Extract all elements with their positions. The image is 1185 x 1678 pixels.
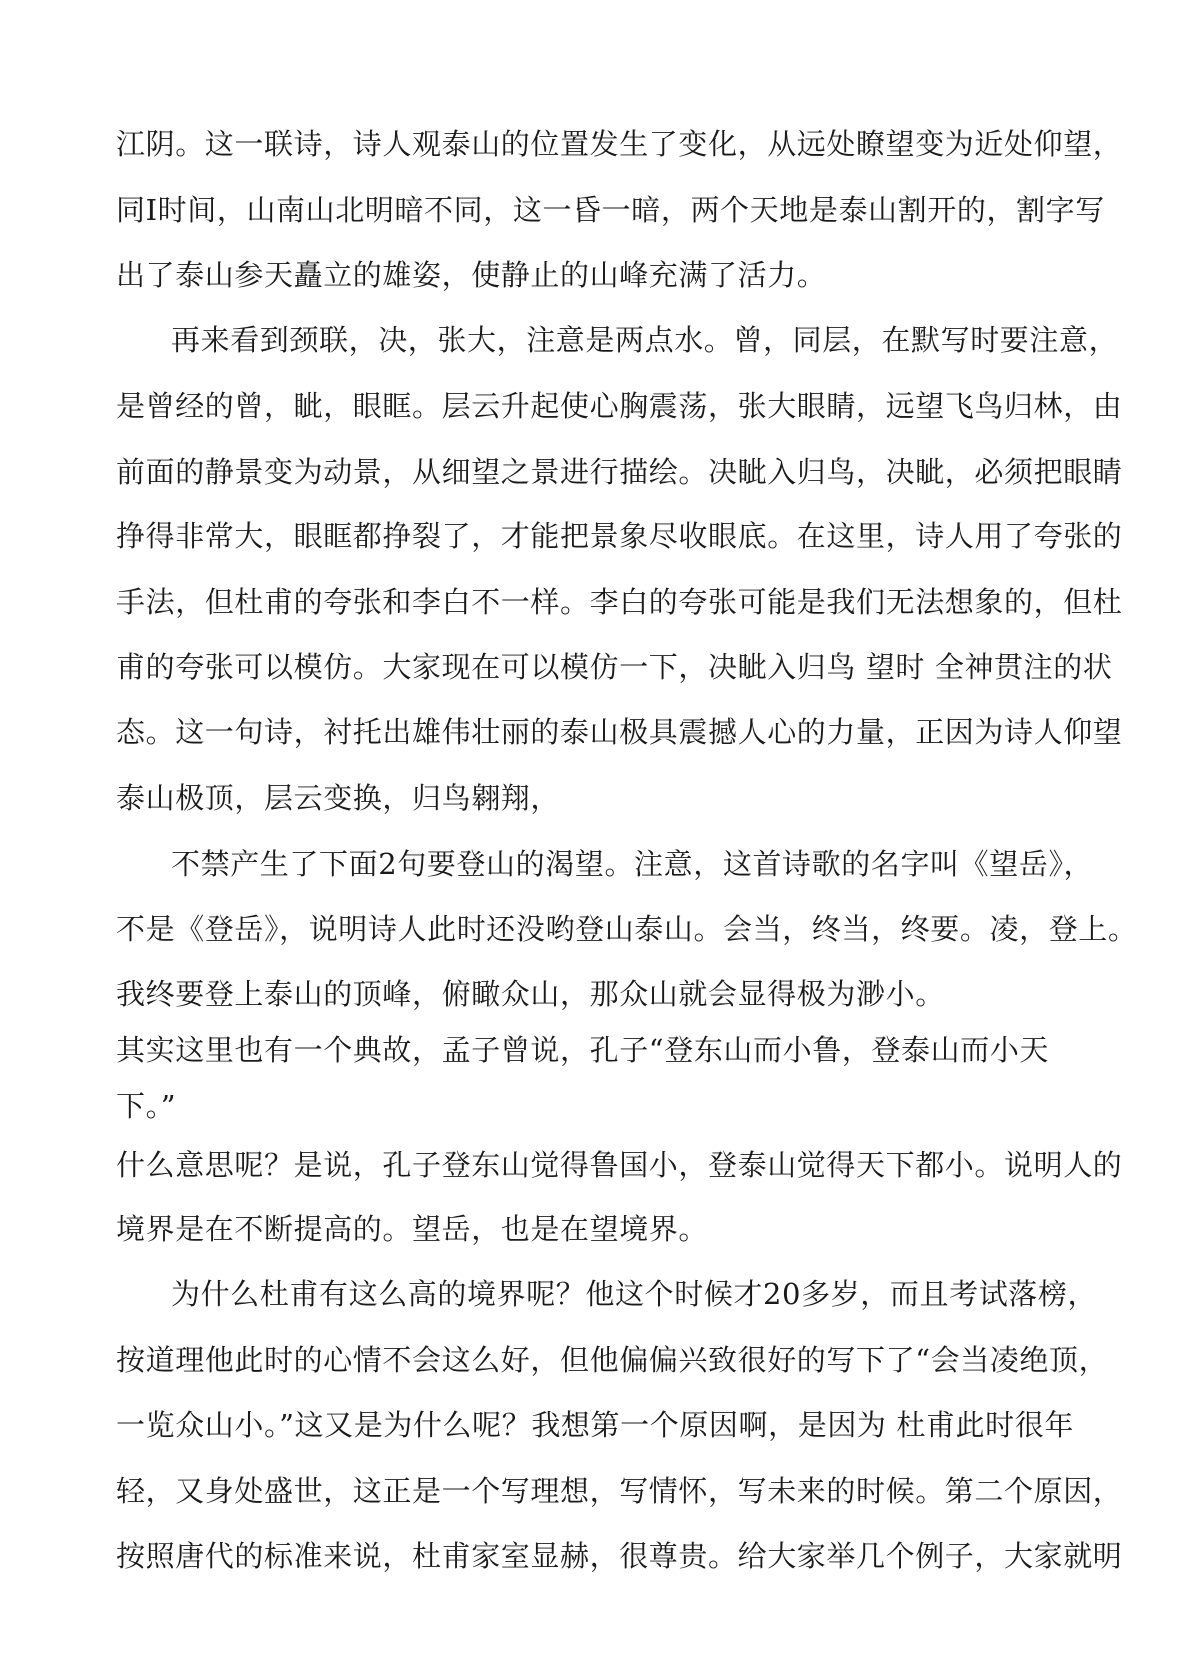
text-line: 其实这里也有一个典故，孟子曾说，孔子“登东山而小鲁，登泰山而小天 [116,1033,1050,1067]
text-line: 江阴。这一联诗，诗人观泰山的位置发生了变化，从远处瞭望变为近处仰望， [116,127,1123,161]
text-line: 同Ⅰ时间，山南山北明暗不同，这一昏一暗，两个天地是泰山割开的，割字写 [116,193,1105,227]
text-line: 境界是在不断提高的。望岳，也是在望境界。 [116,1212,709,1246]
text-line: 甫的夸张可以模仿。大家现在可以模仿一下，决眦入归鸟 望时 全神贯注的状 [116,650,1113,684]
text-line: 出了泰山参天矗立的雄姿，使静止的山峰充满了活力。 [116,258,827,292]
text-line: 前面的静景变为动景，从细望之景进行描绘。决眦入归鸟，决眦，必须把眼睛 [116,455,1123,489]
text-line: 不是《登岳》，说明诗人此时还没哟登山泰山。会当，终当，终要。凌，登上。 [116,912,1138,946]
text-line: 态。这一句诗，衬托出雄伟壮丽的泰山极具震撼人心的力量，正因为诗人仰望 [116,715,1123,749]
text-line: 再来看到颈联，决，张大，注意是两点水。曾，同层，在默写时要注意， [171,323,1119,357]
text-line: 按照唐代的标准来说，杜甫家室显赫，很尊贵。给大家举几个例子，大家就明 [116,1539,1123,1573]
text-line: 是曾经的曾，眦，眼眶。层云升起使心胸震荡，张大眼睛，远望飞鸟归林，由 [116,389,1123,423]
text-line: 我终要登上泰山的顶峰，俯瞰众山，那众山就会显得极为渺小。 [116,977,945,1011]
text-line: 按道理他此时的心情不会这么好，但他偏偏兴致很好的写下了“会当凌绝顶， [116,1343,1109,1377]
text-line: 轻，又身处盛世，这正是一个写理想，写情怀，写未来的时候。第二个原因， [116,1474,1123,1508]
text-line: 下。” [116,1089,177,1123]
text-line: 不禁产生了下面2句要登山的渴望。注意，这首诗歌的名字叫《望岳》， [171,847,1094,881]
text-line: 一览众山小。”这又是为什么呢？我想第一个原因啊，是因为 杜甫此时很年 [116,1408,1074,1442]
text-line: 手法，但杜甫的夸张和李白不一样。李白的夸张可能是我们无法想象的，但杜 [116,585,1123,619]
text-line: 泰山极顶，层云变换，归鸟翱翔， [116,781,561,815]
text-line: 挣得非常大，眼眶都挣裂了，才能把景象尽收眼底。在这里，诗人用了夸张的 [116,519,1123,553]
text-line: 什么意思呢？是说，孔子登东山觉得鲁国小，登泰山觉得天下都小。说明人的 [116,1148,1123,1182]
text-line: 为什么杜甫有这么高的境界呢？他这个时候才20多岁，而且考试落榜， [171,1277,1098,1311]
